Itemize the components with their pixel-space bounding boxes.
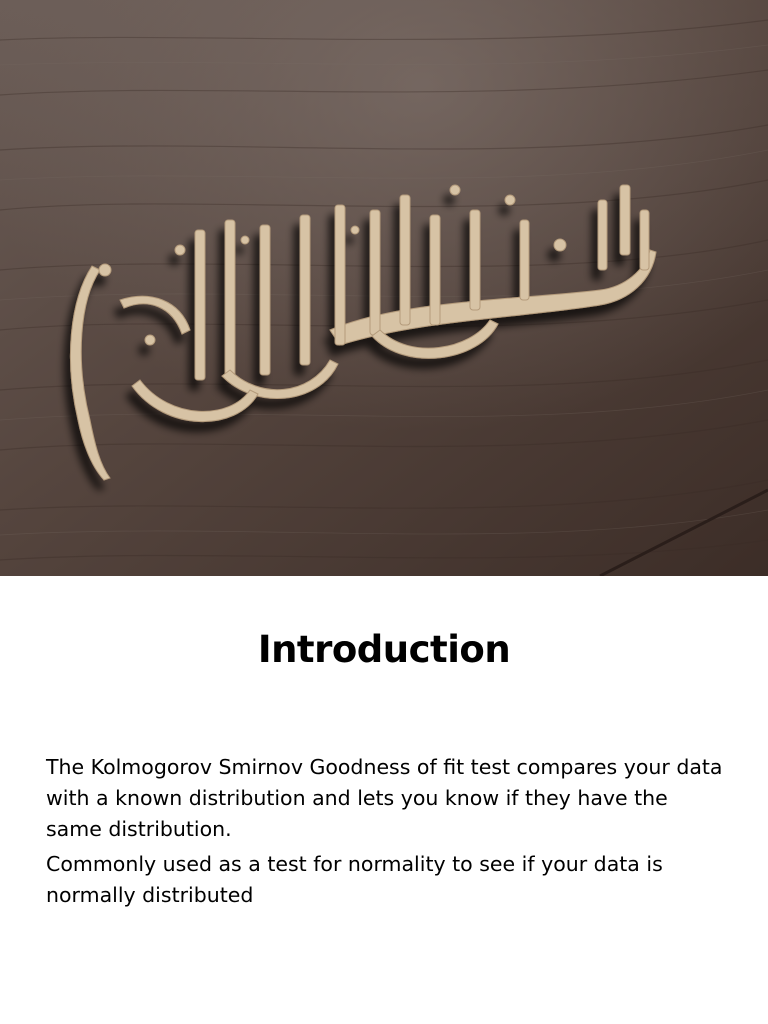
slide-title: Introduction: [257, 628, 511, 671]
paragraph-description: The Kolmogorov Smirnov Goodness of fit test compares your data with a known distribution and lets you know if they have the same distribution.: [46, 755, 723, 841]
slide-body: [46, 752, 726, 915]
paragraph-usage: Commonly used as a test for normality to see if your data is normally distributed: [46, 852, 663, 907]
